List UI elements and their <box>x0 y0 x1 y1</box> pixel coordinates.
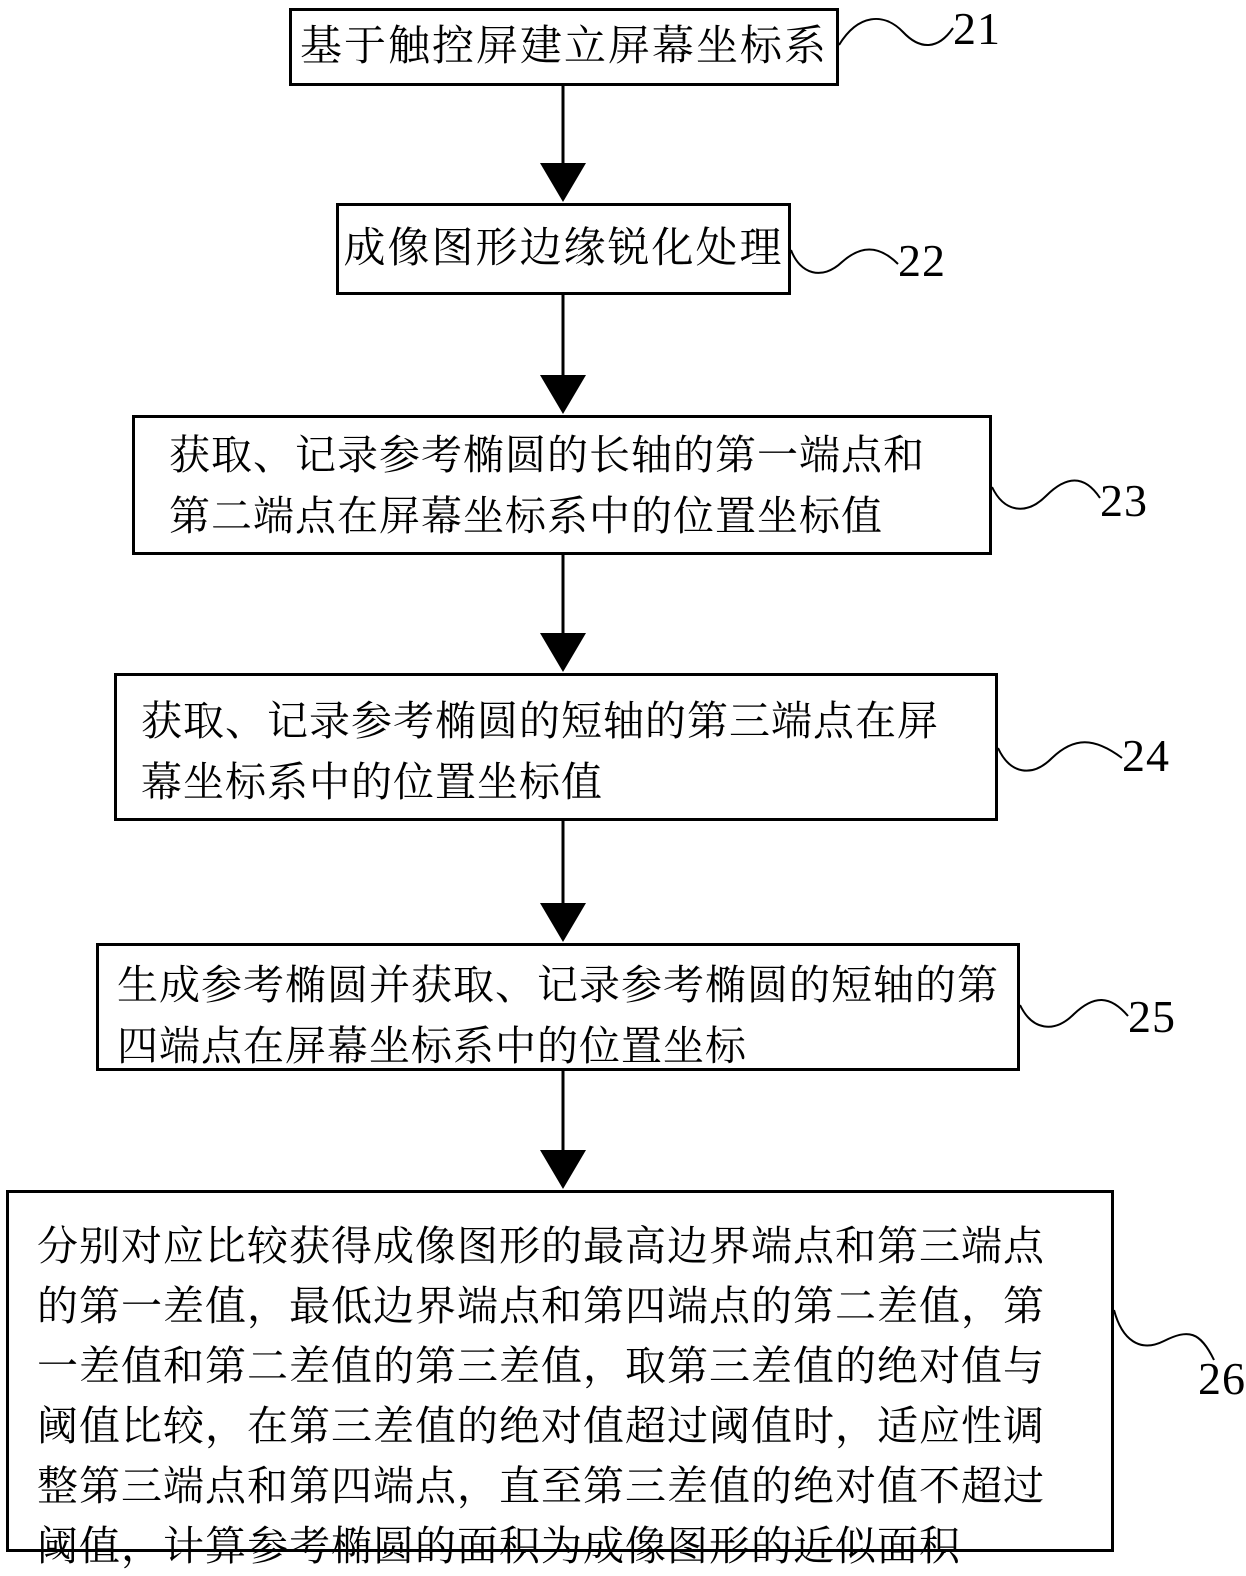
ref-number-25: 25 <box>1128 991 1176 1042</box>
ref-number-22: 22 <box>898 235 946 286</box>
flow-step-box-24 <box>114 673 998 821</box>
arrow-down-3 <box>540 555 586 672</box>
flow-step-text-26: 分别对应比较获得成像图形的最高边界端点和第三端点的第一差值，最低边界端点和第四端点的第二差值，第一差值和第二差值的第三差值，取第三差值的绝对值与阈值比较，在第三差值的绝对值超过阈值时，适应性调整第三端点和第四端点，直至第三差值的绝对值不超过阈值，计算参考椭圆的面积为成像图形的近似面积 <box>37 1223 1045 1569</box>
flow-step-box-23 <box>132 415 992 555</box>
ref-number-23: 23 <box>1100 475 1148 526</box>
flow-step-text-23: 获取、记录参考椭圆的长轴的第一端点和第二端点在屏幕坐标系中的位置坐标值 <box>169 432 925 539</box>
ref-number-21: 21 <box>953 3 1001 54</box>
ref-number-26: 26 <box>1198 1353 1246 1404</box>
flow-step-text-22: 成像图形边缘锐化处理 <box>343 225 784 272</box>
ref-leader-23 <box>992 481 1100 509</box>
ref-leader-25 <box>1020 1000 1128 1027</box>
ref-leader-21 <box>839 19 953 45</box>
ref-leader-22 <box>791 250 898 273</box>
arrow-down-1 <box>540 86 586 202</box>
flow-step-box-22 <box>336 203 791 295</box>
flow-step-text-21: 基于触控屏建立屏幕坐标系 <box>299 23 828 70</box>
flow-step-text-25: 生成参考椭圆并获取、记录参考椭圆的短轴的第四端点在屏幕坐标系中的位置坐标 <box>117 962 999 1069</box>
flow-step-box-26 <box>6 1190 1114 1569</box>
flow-step-box-21 <box>289 8 839 86</box>
ref-number-24: 24 <box>1122 730 1170 781</box>
arrow-down-5 <box>540 1071 586 1189</box>
flow-step-box-25 <box>96 943 1020 1071</box>
arrow-down-2 <box>540 295 586 414</box>
arrow-down-4 <box>540 821 586 942</box>
flow-step-text-24: 获取、记录参考椭圆的短轴的第三端点在屏幕坐标系中的位置坐标值 <box>141 698 939 805</box>
ref-leader-24 <box>998 742 1122 770</box>
